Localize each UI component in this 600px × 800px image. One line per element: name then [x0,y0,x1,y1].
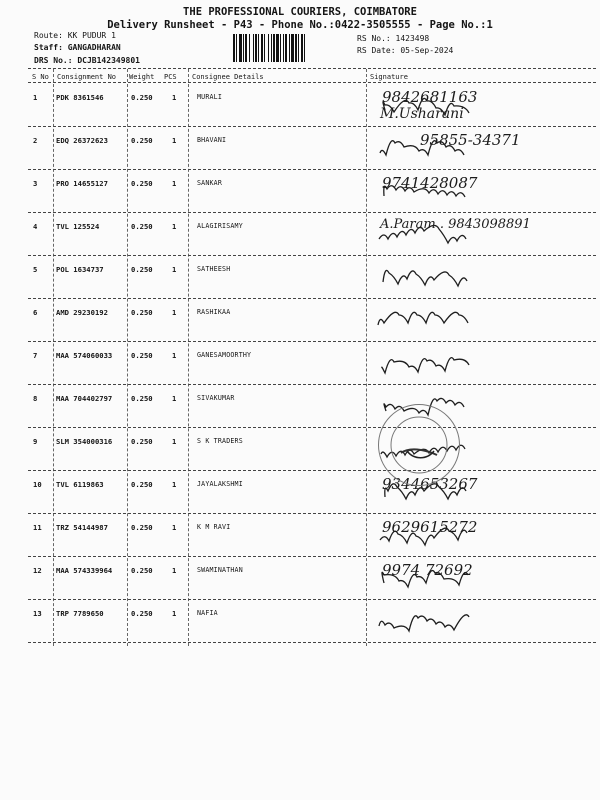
row-consignee: SIVAKUMAR [197,394,235,402]
row-consignee: BHAVANI [197,136,227,144]
row-consignee: SWAMINATHAN [197,566,243,574]
row-consignee: RASHIKAA [197,308,231,316]
row-weight: 0.250 [131,222,153,231]
row-weight: 0.250 [131,179,153,188]
signature-area [370,600,595,643]
row-consignment-number: EDQ 26372623 [56,136,108,145]
table-row [0,213,600,256]
row-consignee: S K TRADERS [197,437,243,445]
table-row [0,471,600,514]
company-title: THE PROFESSIONAL COURIERS, COIMBATORE [183,6,417,18]
row-divider [28,642,596,643]
table-row [0,170,600,213]
signature-area [370,514,595,557]
row-weight: 0.250 [131,480,153,489]
row-weight: 0.250 [131,136,153,145]
row-consignment-number: TRZ 54144987 [56,523,108,532]
route-label: Route: KK PUDUR 1 [34,31,116,40]
signature-area [370,213,595,256]
row-consignment-number: PDK 8361546 [56,93,104,102]
row-consignment-number: SLM 354000316 [56,437,113,446]
signature-handwriting: 9974 72692 [382,561,473,579]
signature-scribble [370,256,595,299]
row-sno: 6 [33,308,38,317]
signature-area [370,299,595,342]
col-header-consignee: Consignee Details [192,73,264,81]
signature-handwriting: A.Param . 9843098891 [380,217,531,232]
signature-handwriting: 9741428087 [382,174,478,192]
row-pcs: 1 [172,93,177,102]
row-weight: 0.250 [131,93,153,102]
row-consignee: JAYALAKSHMI [197,480,243,488]
table-row [0,385,600,428]
row-consignee: K M RAVI [197,523,231,531]
row-consignee: GANESAMOORTHY [197,351,252,359]
row-consignment-number: MAA 574060033 [56,351,113,360]
signature-handwriting: 9344653267 [382,475,478,493]
rs-date: RS Date: 05-Sep-2024 [357,46,454,55]
row-consignee: SATHEESH [197,265,231,273]
row-pcs: 1 [172,480,177,489]
row-consignment-number: PRO 14655127 [56,179,108,188]
row-consignment-number: TVL 125524 [56,222,100,231]
row-pcs: 1 [172,437,177,446]
row-consignment-number: MAA 574339964 [56,566,113,575]
delivery-stamp [378,404,460,486]
row-pcs: 1 [172,394,177,403]
table-row [0,428,600,471]
col-header-consignment: Consignment No [57,73,117,81]
row-sno: 8 [33,394,38,403]
row-pcs: 1 [172,179,177,188]
row-weight: 0.250 [131,566,153,575]
row-pcs: 1 [172,609,177,618]
row-weight: 0.250 [131,351,153,360]
row-pcs: 1 [172,136,177,145]
row-sno: 1 [33,93,38,102]
table-row [0,84,600,127]
header-rule-bottom [28,82,596,83]
signature-area [370,170,595,213]
row-consignee: MURALI [197,93,223,101]
runsheet-subtitle: Delivery Runsheet - P43 - Phone No.:0422-3505555 - Page No.:1 [107,19,493,31]
row-consignment-number: TRP 7789650 [56,609,104,618]
table-row [0,127,600,170]
signature-handwriting: M.Usharani [380,106,464,122]
col-header-weight: Weight [129,73,155,81]
signature-area [370,256,595,299]
row-sno: 12 [33,566,42,575]
row-sno: 4 [33,222,38,231]
staff-label: Staff: GANGADHARAN [34,43,121,52]
signature-area [370,127,595,170]
table-row [0,514,600,557]
row-sno: 11 [33,523,42,532]
row-weight: 0.250 [131,523,153,532]
row-consignment-number: TVL 6119863 [56,480,104,489]
row-pcs: 1 [172,523,177,532]
row-sno: 3 [33,179,38,188]
row-weight: 0.250 [131,394,153,403]
signature-handwriting: 9629615272 [382,518,478,536]
signature-area [370,84,595,127]
signature-handwriting: 9842681163 [382,88,478,106]
row-weight: 0.250 [131,609,153,618]
table-row [0,342,600,385]
barcode-bar [305,34,308,62]
row-consignee: SANKAR [197,179,223,187]
row-pcs: 1 [172,351,177,360]
signature-area [370,342,595,385]
signature-handwriting: 95855-34371 [420,131,521,149]
row-pcs: 1 [172,265,177,274]
row-weight: 0.250 [131,308,153,317]
table-row [0,600,600,643]
col-header-pcs: PCS [164,73,177,81]
signature-scribble [370,299,595,342]
row-pcs: 1 [172,222,177,231]
table-row [0,256,600,299]
table-row [0,299,600,342]
col-header-sno: S No [32,73,49,81]
drs-number: DRS No.: DCJB142349801 [34,56,140,65]
row-sno: 9 [33,437,38,446]
row-consignee: ALAGIRISAMY [197,222,243,230]
row-pcs: 1 [172,566,177,575]
row-consignment-number: MAA 704402797 [56,394,113,403]
row-weight: 0.250 [131,437,153,446]
row-sno: 5 [33,265,38,274]
row-consignment-number: POL 1634737 [56,265,104,274]
table-row [0,557,600,600]
signature-area [370,557,595,600]
row-sno: 13 [33,609,42,618]
row-sno: 7 [33,351,38,360]
row-consignee: NAFIA [197,609,218,617]
signature-scribble [370,342,595,385]
row-weight: 0.250 [131,265,153,274]
col-header-signature: Signature [370,73,408,81]
header-rule-top [28,68,596,69]
barcode [233,34,349,62]
row-sno: 10 [33,480,42,489]
row-sno: 2 [33,136,38,145]
row-consignment-number: AMD 29230192 [56,308,108,317]
rs-number: RS No.: 1423498 [357,34,430,43]
row-pcs: 1 [172,308,177,317]
signature-scribble [370,600,595,643]
